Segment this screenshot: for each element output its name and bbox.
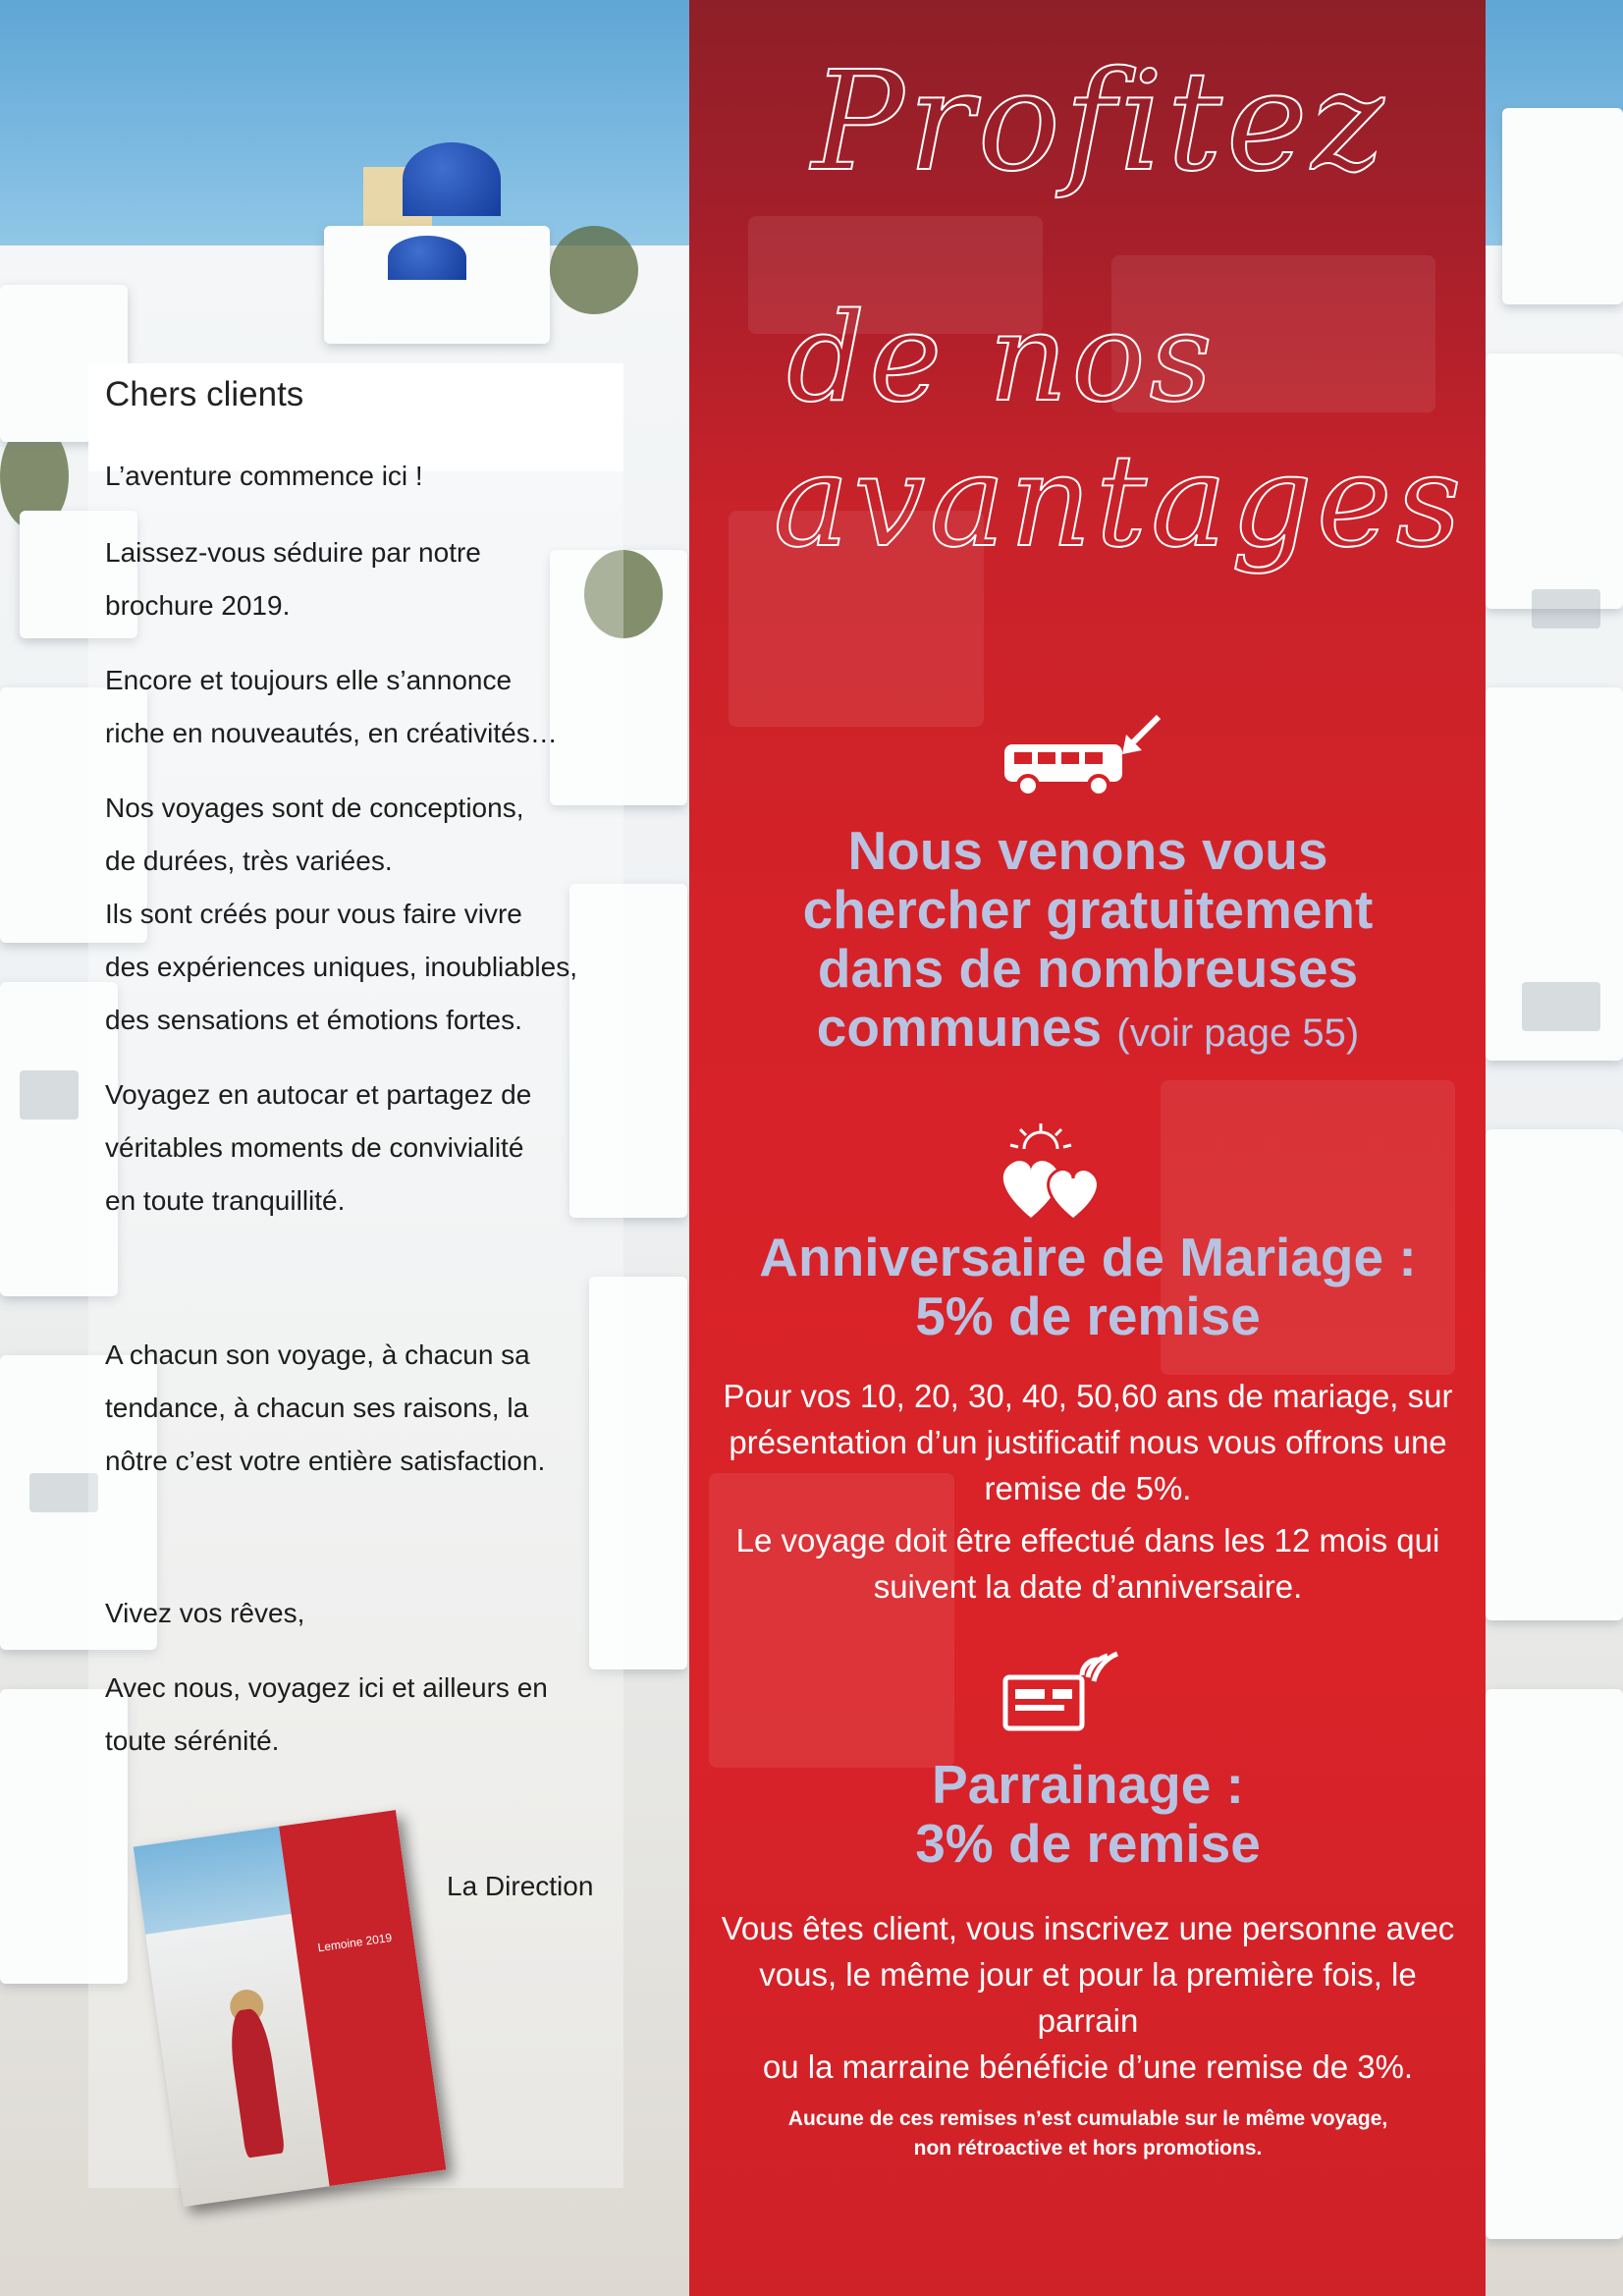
letter-line: tendance, à chacun ses raisons, la — [105, 1393, 529, 1423]
letter-paragraph-3 — [105, 654, 635, 760]
letter-line: des sensations et émotions fortes. — [105, 1005, 522, 1035]
letter-title: Chers clients — [105, 375, 304, 413]
brochure-cover-thumbnail — [134, 1810, 447, 2207]
adv2-line: Le voyage doit être effectué dans les 12 mois qui — [735, 1522, 1440, 1558]
disclaimer-line: Aucune de ces remises n’est cumulable sur le même voyage, — [787, 2107, 1388, 2130]
adv2-heading — [707, 1228, 1469, 1345]
letter-line: Ils sont créés pour vous faire vivre — [105, 899, 522, 929]
window-shadow — [1532, 589, 1600, 629]
adv3-description — [707, 1905, 1469, 2090]
disclaimer-line: non rétroactive et hors promotions. — [913, 2137, 1263, 2159]
adv2-line: Pour vos 10, 20, 30, 40, 50,60 ans de mariage, sur — [723, 1378, 1453, 1414]
house — [1502, 108, 1623, 304]
letter-paragraph-6 — [105, 1329, 635, 1488]
letter-line: Laissez-vous séduire par notre — [105, 537, 481, 568]
letter-line: nôtre c’est votre entière satisfaction. — [105, 1446, 546, 1476]
adv1-heading-line: Nous venons vous — [847, 820, 1328, 881]
script-title-line-3: avantages — [773, 426, 1466, 575]
blue-dome-small — [388, 236, 466, 280]
house — [1486, 1129, 1623, 1620]
letter-line: Nos voyages sont de conceptions, — [105, 793, 524, 823]
hearts-sun-icon — [997, 1120, 1114, 1232]
letter-line: Encore et toujours elle s’annonce — [105, 665, 513, 695]
letter-line: toute sérénité. — [105, 1725, 280, 1756]
adv2-line: présentation d’un justificatif nous vous offrons une — [729, 1424, 1447, 1460]
adv3-heading-line: Parrainage : — [932, 1754, 1244, 1815]
adv1-heading — [707, 821, 1469, 1063]
adv1-heading-word: communes — [816, 997, 1103, 1058]
letter-paragraph-8 — [105, 1662, 635, 1768]
letter-paragraph-2 — [105, 526, 635, 632]
adv3-heading-line: 3% de remise — [915, 1813, 1261, 1874]
letter-line: riche en nouveautés, en créativités… — [105, 718, 558, 748]
letter-paragraph-1 — [105, 450, 635, 503]
letter-line: Avec nous, voyagez ici et ailleurs en — [105, 1672, 548, 1703]
letter-paragraph-7 — [105, 1587, 635, 1640]
blue-dome — [403, 142, 501, 216]
house — [1486, 354, 1623, 609]
letter-line: Vivez vos rêves, — [105, 1598, 305, 1628]
letter-line: véritables moments de convivialité — [105, 1132, 524, 1163]
adv1-heading-line: chercher gratuitement — [802, 879, 1374, 940]
script-title-line-2: de nos — [786, 287, 1217, 429]
adv2-line: remise de 5%. — [984, 1470, 1192, 1506]
window-shadow — [1522, 982, 1600, 1031]
adv3-line: vous, le même jour et pour la première fois, le parrain — [759, 1956, 1417, 2039]
cover-title: Lemoine 2019 — [316, 1930, 393, 1955]
adv3-line: Vous êtes client, vous inscrivez une personne avec — [721, 1910, 1455, 1946]
letter-line: en toute tranquillité. — [105, 1185, 346, 1216]
adv2-heading-line: Anniversaire de Mariage : — [759, 1227, 1417, 1287]
letter-line: brochure 2019. — [105, 590, 291, 621]
referral-card-icon — [1001, 1650, 1119, 1743]
bus-pickup-icon — [997, 707, 1173, 810]
letter-paragraph-5 — [105, 1068, 635, 1228]
tree — [550, 226, 638, 314]
adv3-line: ou la marraine bénéficie d’une remise de 3%. — [762, 2049, 1414, 2085]
script-title-line-1: Profitez — [811, 42, 1388, 202]
letter-signature: La Direction — [447, 1871, 594, 1901]
adv2-line: suivent la date d’anniversaire. — [873, 1568, 1303, 1605]
letter-paragraph-4 — [105, 782, 635, 1047]
letter-line: Voyagez en autocar et partagez de — [105, 1079, 532, 1110]
adv3-heading — [707, 1755, 1469, 1873]
adv1-heading-line: dans de nombreuses — [817, 938, 1359, 999]
letter-line: des expériences uniques, inoubliables, — [105, 952, 577, 982]
letter-line: L’aventure commence ici ! — [105, 461, 423, 491]
letter-line: A chacun son voyage, à chacun sa — [105, 1339, 530, 1370]
window-shadow — [20, 1070, 79, 1120]
discount-disclaimer — [707, 2105, 1469, 2163]
house — [1486, 1689, 1623, 2239]
letter-line: de durées, très variées. — [105, 846, 393, 876]
adv2-heading-line: 5% de remise — [915, 1285, 1261, 1346]
adv1-page-ref: (voir page 55) — [1116, 1011, 1360, 1055]
adv1-heading-line — [707, 998, 1469, 1063]
adv2-description — [707, 1373, 1469, 1610]
